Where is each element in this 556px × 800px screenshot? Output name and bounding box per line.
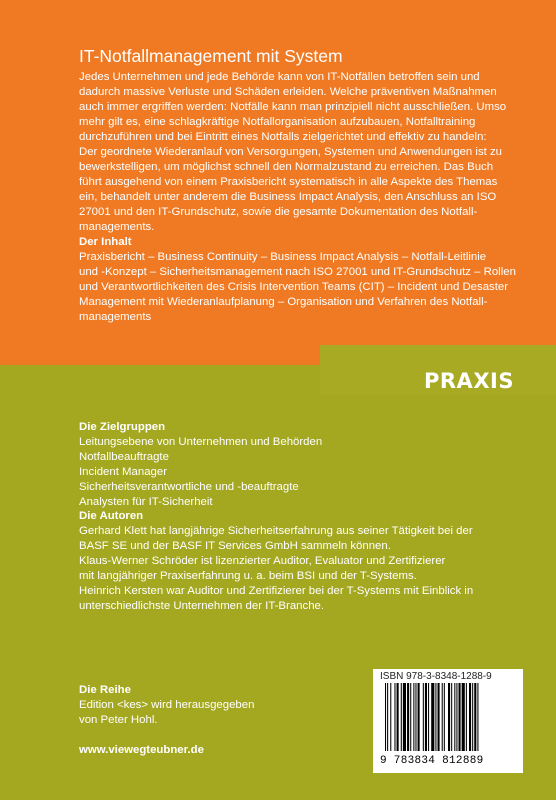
barcode-bar [413, 683, 414, 751]
intro-text [79, 70, 539, 235]
isbn-label: ISBN 978-3-8348-1288-9 [380, 671, 492, 682]
inhalt-text [79, 250, 539, 325]
intro-line: Der geordnete Wiederanlauf von Versorgungen, Systemen und Anwendungen ist zu [79, 146, 502, 158]
intro-line: ein, behandelt unter anderem die Business Impact Analysis, den Anschluss an ISO [79, 191, 497, 203]
barcode-bar [456, 683, 457, 751]
barcode-bar [444, 683, 445, 751]
barcode-bar [401, 683, 402, 751]
zielgruppen-list [79, 435, 539, 510]
barcode-bar [472, 683, 473, 751]
barcode-bar [394, 683, 395, 751]
reihe-text [79, 698, 359, 728]
barcode-bar [425, 683, 427, 751]
barcode-bars [383, 683, 519, 753]
barcode-bar [418, 683, 420, 751]
intro-line: bewerkstelligen, um möglichst schnell den Normalzustand zu erreichen. Das Buch [79, 161, 494, 173]
barcode-bar [454, 683, 455, 751]
autoren-line: unterschiedlichste Unternehmen der IT-Branche. [79, 600, 325, 612]
reihe-line: von Peter Hohl. [79, 714, 158, 726]
zielgruppe-item: Notfallbeauftragte [79, 451, 169, 463]
reihe-heading: Die Reihe [79, 684, 131, 696]
barcode-bar [466, 683, 467, 751]
barcode-bar [407, 683, 409, 751]
inhalt-line: managements [79, 311, 152, 323]
intro-line: durchzuführen und bei Eintritt eines Notfalls zielgerichtet und effektiv zu handeln: [79, 131, 487, 143]
zielgruppe-item: Incident Manager [79, 466, 168, 478]
barcode-bar [385, 683, 386, 751]
barcode-bar [469, 683, 471, 751]
barcode-bar [431, 683, 434, 751]
autoren-line: mit langjähriger Praxiserfahrung u. a. beim BSI und der T-Systems. [79, 570, 417, 582]
autoren-line: Heinrich Kersten war Auditor und Zertifizierer bei der T-Systems mit Einblick in [79, 585, 474, 597]
barcode-bar [438, 683, 440, 751]
inhalt-line: Praxisbericht – Business Continuity – Business Impact Analysis – Notfall-Leitlinie [79, 251, 487, 263]
barcode-bar [459, 683, 461, 751]
inhalt-line: und -Konzept – Sicherheitsmanagement nach ISO 27001 und IT-Grundschutz – Rollen [79, 266, 516, 278]
zielgruppe-item: Leitungsebene von Unternehmen und Behörden [79, 436, 323, 448]
intro-line: 27001 und den IT-Grundschutz, sowie die gesamte Dokumentation des Notfall- [79, 206, 478, 218]
zielgruppe-item: Sicherheitsverantwortliche und -beauftragte [79, 481, 299, 493]
barcode-bar [462, 683, 465, 751]
barcode-bar [387, 683, 388, 751]
autoren-line: BASF SE und der BASF IT Services GmbH sammeln können. [79, 540, 391, 552]
barcode-bar [415, 683, 416, 751]
barcode-bar [403, 683, 406, 751]
barcode-bar [428, 683, 429, 751]
barcode-bar [442, 683, 443, 751]
barcode-number: 9 783834 812889 [380, 755, 484, 767]
publisher-url[interactable]: www.viewegteubner.de [79, 744, 204, 756]
intro-line: mehr gilt es, eine schlagkräftige Notfallorganisation aufzubauen, Notfalltraining [79, 116, 476, 128]
barcode-bar [410, 683, 411, 751]
intro-line: Jedes Unternehmen und jede Behörde kann von IT-Notfällen betroffen sein und [79, 71, 480, 83]
inhalt-line: Management mit Wiederanlaufplanung – Organisation und Verfahren des Notfall- [79, 296, 488, 308]
intro-line: managements. [79, 221, 155, 233]
intro-line: führt ausgehend von einem Praxisbericht systematisch in alle Aspekte des Themas [79, 176, 498, 188]
barcode-bar [451, 683, 452, 751]
inhalt-heading: Der Inhalt [79, 236, 132, 248]
barcode-bar [435, 683, 436, 751]
barcode-bar [448, 683, 450, 751]
inhalt-line: und Verantwortlichkeiten des Crisis Intervention Teams (CIT) – Incident und Desaster [79, 281, 509, 293]
intro-line: dadurch massive Verluste und Schäden erleiden. Welche präventiven Maßnahmen [79, 86, 497, 98]
barcode-bar [390, 683, 391, 751]
zielgruppen-heading: Die Zielgruppen [79, 421, 166, 433]
book-title: IT-Notfallmanagement mit System [79, 46, 343, 66]
autoren-line: Klaus-Werner Schröder ist lizenzierter Auditor, Evaluator und Zertifizierer [79, 555, 446, 567]
autoren-heading: Die Autoren [79, 510, 144, 522]
barcode-bar [397, 683, 399, 751]
barcode-bar [477, 683, 478, 751]
barcode-bar [474, 683, 476, 751]
barcode-bar [423, 683, 424, 751]
intro-line: auch immer ergriffen werden: Notfälle kann man prinzipiell nicht ausschließen. Umso [79, 101, 507, 113]
reihe-line: Edition <kes> wird herausgegeben [79, 699, 255, 711]
autoren-text [79, 524, 539, 614]
autoren-line: Gerhard Klett hat langjährige Sicherheitserfahrung aus seiner Tätigkeit bei der [79, 525, 473, 537]
zielgruppe-item: Analysten für IT-Sicherheit [79, 496, 213, 508]
series-badge: PRAXIS [424, 369, 514, 393]
